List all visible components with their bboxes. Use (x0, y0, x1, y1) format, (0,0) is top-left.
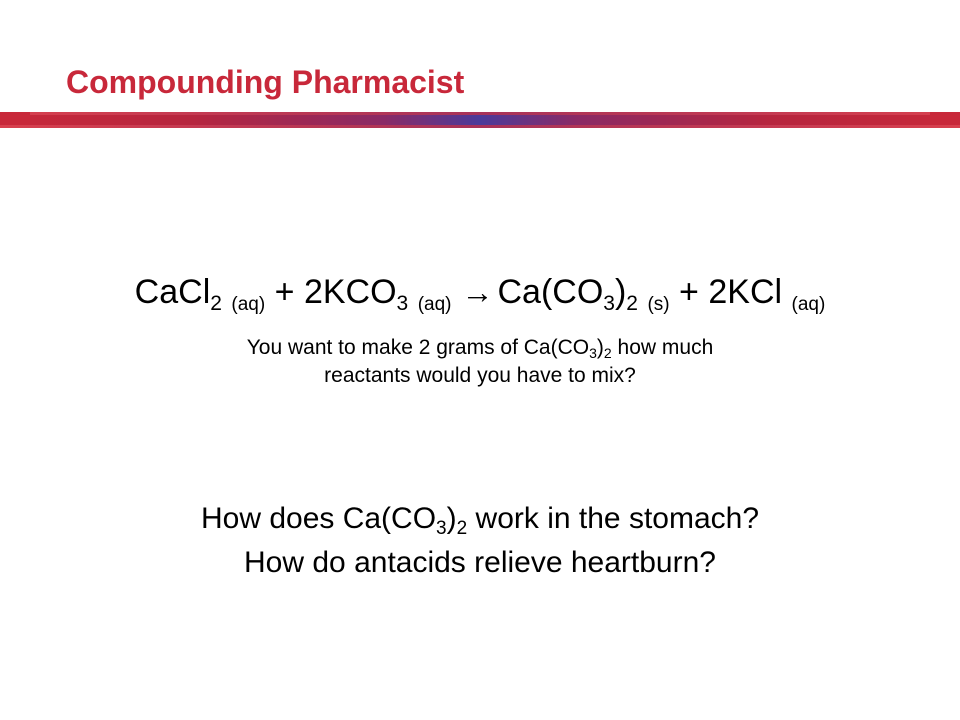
practice-question-line-2: reactants would you have to mix? (324, 364, 636, 387)
discussion-q1-text-c: work in the stomach? (475, 502, 760, 535)
reactant-cacl2-state: (aq) (231, 294, 266, 315)
divider-left-cap (0, 112, 30, 128)
reactant-kco3-formula: 2KCO (303, 273, 397, 311)
reactant-kco3 (303, 273, 452, 315)
product-caco3-formula-b: ) (614, 273, 627, 311)
discussion-question-2: How do antacids relieve heartburn? (244, 546, 716, 579)
discussion-q1-text-b: ) (446, 502, 457, 535)
product-kcl-formula: 2KCl (708, 273, 783, 311)
discussion-question-1 (0, 497, 960, 541)
product-kcl-state: (aq) (791, 294, 826, 315)
product-caco3-formula-a: Ca(CO (497, 273, 604, 311)
discussion-q1-subscript-inner: 3 (436, 518, 447, 539)
divider-right-cap (930, 112, 960, 128)
practice-question-line-1 (0, 334, 960, 362)
discussion-q1-subscript-outer: 2 (456, 518, 468, 539)
plus-sign: + (679, 273, 699, 311)
product-caco3-state: (s) (647, 294, 670, 315)
reactant-cacl2-formula: CaCl (134, 273, 211, 311)
reaction-arrow-icon: → (461, 274, 494, 310)
question-subscript-outer: 2 (603, 345, 612, 361)
plus-sign: + (274, 273, 295, 311)
reactant-kco3-subscript: 3 (396, 292, 409, 315)
slide-title: Compounding Pharmacist (66, 64, 465, 100)
title-divider-bar (0, 112, 960, 128)
reactant-kco3-state: (aq) (417, 294, 452, 315)
product-caco3-subscript-outer: 2 (626, 292, 638, 315)
product-caco3 (497, 273, 670, 315)
question-text-a: You want to make 2 grams of Ca(CO (246, 336, 590, 359)
practice-question (0, 334, 960, 390)
reactant-cacl2-subscript: 2 (210, 292, 222, 315)
discussion-q1-text-a: How does Ca(CO (200, 502, 437, 535)
discussion-questions (0, 497, 960, 585)
product-caco3-subscript-inner: 3 (603, 292, 615, 315)
question-text-b: ) (596, 336, 604, 359)
chemical-equation (0, 270, 960, 314)
product-kcl (708, 273, 826, 315)
question-subscript-inner: 3 (589, 345, 597, 361)
reactant-cacl2 (134, 273, 266, 315)
question-text-c: how much (617, 336, 714, 359)
